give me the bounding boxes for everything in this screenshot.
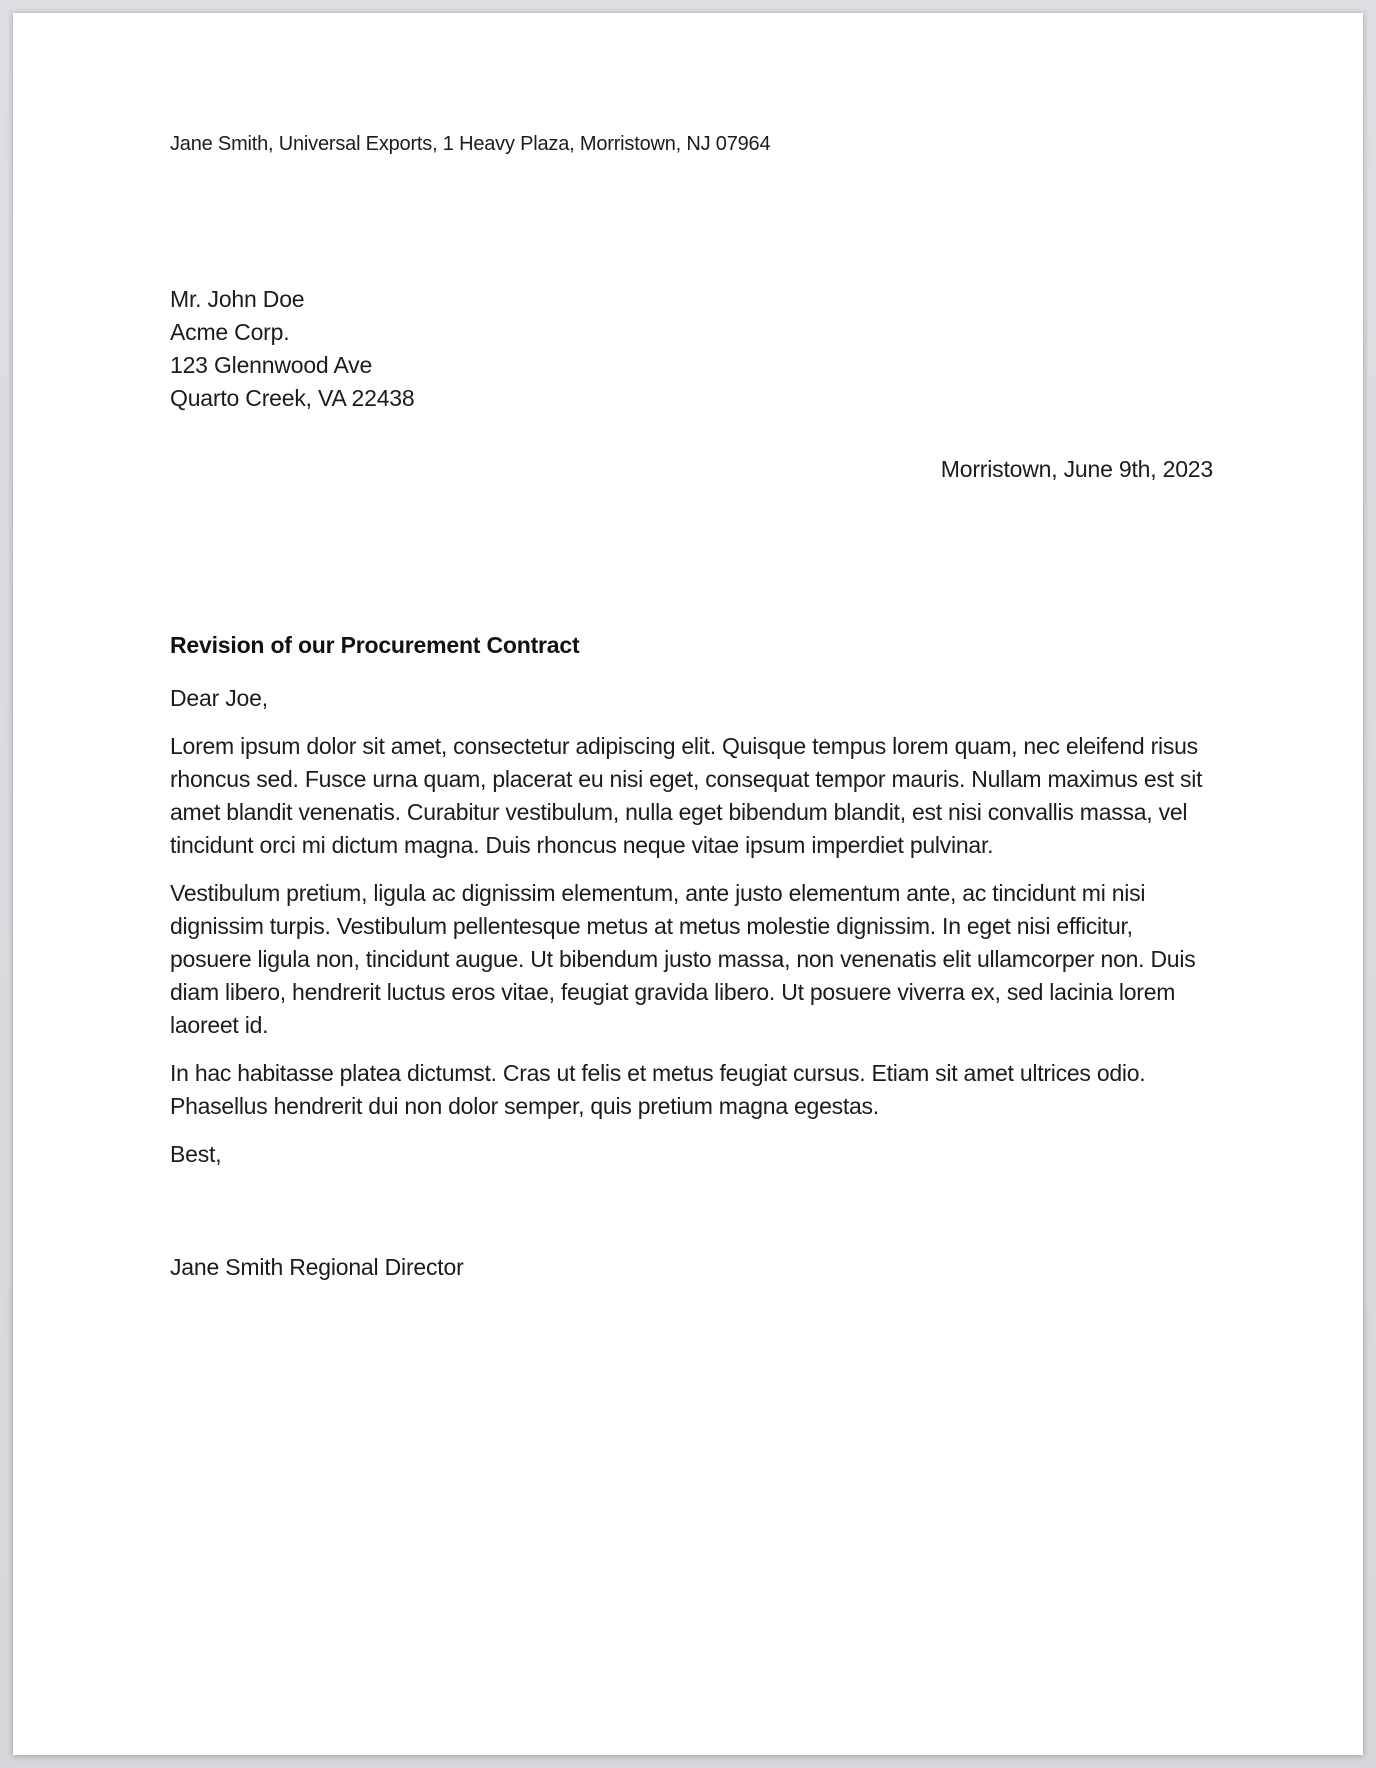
body-paragraph-2: Vestibulum pretium, ligula ac dignissim elementum, ante justo elementum ante, ac tincidunt mi nisi dignissim turpis. Vestibulum pellentesque metus at metus molestie dignissim. In eget nisi efficitur, posuere ligula non, tincidunt augue. Ut bibendum justo massa, non venenatis elit ullamcorper non. Duis diam libero, hendrerit luctus eros vitae, feugiat gravida libero. Ut posuere viverra ex, sed lacinia lorem laoreet id. xyxy=(170,880,1196,1038)
body-paragraph-1: Lorem ipsum dolor sit amet, consectetur adipiscing elit. Quisque tempus lorem quam, nec eleifend risus rhoncus sed. Fusce urna quam, placerat eu nisi eget, consequat tempor mauris. Nullam maximus est sit amet blandit venenatis. Curabitur vestibulum, nulla eget bibendum blandit, est nisi convallis massa, vel tincidunt orci mi dictum magna. Duis rhoncus neque vitae ipsum imperdiet pulvinar. xyxy=(170,733,1203,858)
place-and-date-line: Morristown, June 9th, 2023 xyxy=(940,456,1213,482)
sender-address-line: Jane Smith, Universal Exports, 1 Heavy Plaza, Morristown, NJ 07964 xyxy=(170,133,771,155)
letter-page xyxy=(13,13,1363,1755)
recipient-name: Mr. John Doe xyxy=(170,286,305,312)
salutation: Dear Joe, xyxy=(170,685,268,711)
recipient-company: Acme Corp. xyxy=(170,319,290,345)
recipient-street: 123 Glennwood Ave xyxy=(170,352,373,378)
subject-line: Revision of our Procurement Contract xyxy=(170,632,580,658)
signature-line: Jane Smith Regional Director xyxy=(170,1254,464,1280)
recipient-city-state-zip: Quarto Creek, VA 22438 xyxy=(170,385,415,411)
body-paragraph-3: In hac habitasse platea dictumst. Cras ut felis et metus feugiat cursus. Etiam sit amet ultrices odio. Phasellus hendrerit dui non dolor semper, quis pretium magna egestas. xyxy=(170,1060,1146,1119)
recipient-address-block xyxy=(170,283,1213,415)
closing: Best, xyxy=(170,1141,222,1167)
